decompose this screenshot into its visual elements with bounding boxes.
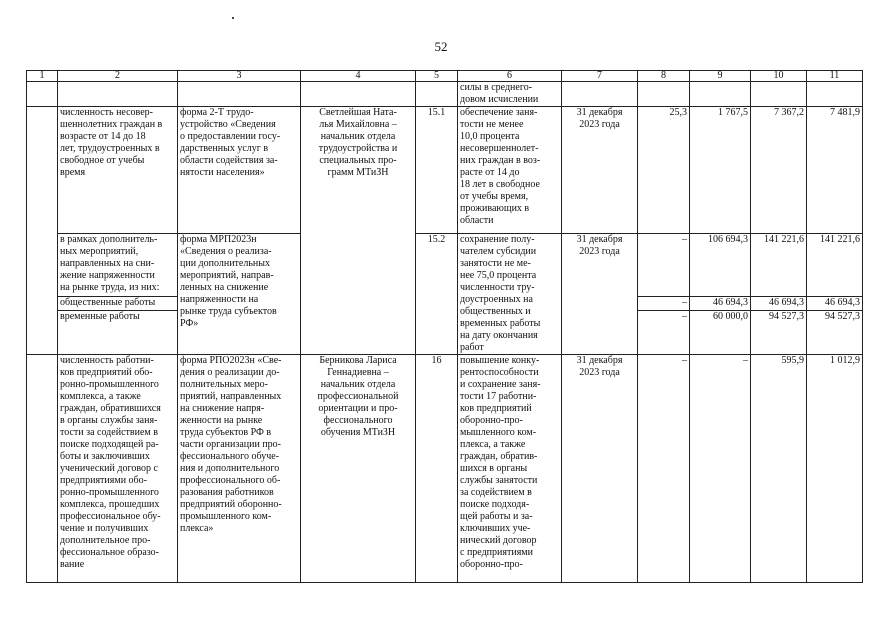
value-cell: 46 694,3 [690, 297, 751, 310]
page-number: 52 [434, 39, 448, 54]
result-cell: обеспечение заня- тости не менее 10,0 процента несовершеннолет- них граждан в воз- расте от 14 до 18 лет в свободное от учебы время, проживающих в области [458, 107, 562, 234]
indicator-cell: общественные работы [58, 297, 178, 310]
value-cell: 1 767,5 [690, 107, 751, 234]
column-number: 9 [690, 71, 751, 82]
result-cell: повышение конку- рентоспособности и сохранение заня- тости 17 работни- ков предприятий оборонно-про- мышленного ком- плекса, а также граждан, обратив- шихся в органы службы занятости за содействием в поиске подходя- щей работы и за- ключивших уче- нический договор с предприятиями оборонно-про- [458, 355, 562, 583]
form-cell: форма 2-Т трудо- устройство «Сведения о предоставлении госу- дарственных услуг в области содействия за- нятости населения» [178, 107, 301, 234]
responsible-cell: Светлейшая Ната- лья Михайловна – начальник отдела трудоустройства и специальных про- грамм МТиЗН [301, 107, 416, 234]
column-number: 1 [27, 71, 58, 82]
table-row [27, 82, 863, 107]
header-row [27, 71, 863, 82]
value-cell: 1 012,9 [807, 355, 863, 583]
value-cell: 7 481,9 [807, 107, 863, 234]
value-cell: 25,3 [638, 107, 690, 234]
value-cell: 60 000,0 [690, 310, 751, 354]
column-number: 10 [751, 71, 807, 82]
value-cell: 595,9 [751, 355, 807, 583]
value-cell: – [638, 310, 690, 354]
value-cell: 46 694,3 [751, 297, 807, 310]
column-number: 6 [458, 71, 562, 82]
table-row [27, 355, 863, 583]
value-cell: 106 694,3 [690, 234, 751, 297]
column-number: 5 [416, 71, 458, 82]
value-cell: 94 527,3 [807, 310, 863, 354]
value-cell: – [690, 355, 751, 583]
form-cell: форма РПО2023н «Све- дения о реализации до- полнительных меро- приятий, направленных на снижение напря- женности на рынке труда субъектов РФ в части организации про- фессионального обуче- ния и дополнительного профессионального об- разования работников предприятий оборонно- промышленного ком- плекса» [178, 355, 301, 583]
column-number: 2 [58, 71, 178, 82]
column-number: 7 [562, 71, 638, 82]
form-cell: форма МРП2023н «Сведения о реализа- ции дополнительных мероприятий, направ- ленных на снижение напряженности на рынке труда субъектов РФ» [178, 234, 301, 355]
deadline-cell: 31 декабря 2023 года [562, 234, 638, 355]
table-row [27, 234, 863, 297]
table-row [27, 107, 863, 234]
indicator-cell: численность несовер- шеннолетних граждан в возрасте от 14 до 18 лет, трудоустроенных в свободное от учебы время [58, 107, 178, 234]
column-number: 3 [178, 71, 301, 82]
scan-speck [232, 17, 234, 19]
item-number-cell: 15.2 [416, 234, 458, 355]
column-number: 8 [638, 71, 690, 82]
responsible-cell: Берникова Лариса Геннадиевна – начальник отдела профессиональной ориентации и про- фессионального обучения МТиЗН [301, 355, 416, 583]
value-cell: 141 221,6 [751, 234, 807, 297]
value-cell: 7 367,2 [751, 107, 807, 234]
column-number: 4 [301, 71, 416, 82]
indicator-cell: численность работни- ков предприятий обо- ронно-промышленного комплекса, а также граждан, обратившихся в органы службы заня- тости за содействием в поиске подходящей ра- боты и заключивших ученический договор с предприятиями обо- ронно-промышленного комплекса, прошедших профессиональное обу- чение и получивших дополнительное про- фессиональное образо- вание [58, 355, 178, 583]
indicator-cell: в рамках дополнитель- ных мероприятий, направленных на сни- жение напряженности на рынке труда, из них: [58, 234, 178, 297]
deadline-cell: 31 декабря 2023 года [562, 107, 638, 234]
indicator-cell: временные работы [58, 310, 178, 354]
value-cell: – [638, 234, 690, 297]
plan-table [26, 70, 863, 583]
value-cell: 141 221,6 [807, 234, 863, 297]
value-cell: – [638, 355, 690, 583]
deadline-cell: 31 декабря 2023 года [562, 355, 638, 583]
result-cell: силы в среднего- довом исчислении [458, 82, 562, 107]
value-cell: 46 694,3 [807, 297, 863, 310]
value-cell: – [638, 297, 690, 310]
value-cell: 94 527,3 [751, 310, 807, 354]
item-number-cell: 15.1 [416, 107, 458, 234]
item-number-cell: 16 [416, 355, 458, 583]
column-number: 11 [807, 71, 863, 82]
result-cell: сохранение полу- чателем субсидии занятости не ме- нее 75,0 процента численности тру- доустроенных на общественных и временных работы на дату окончания работ [458, 234, 562, 355]
